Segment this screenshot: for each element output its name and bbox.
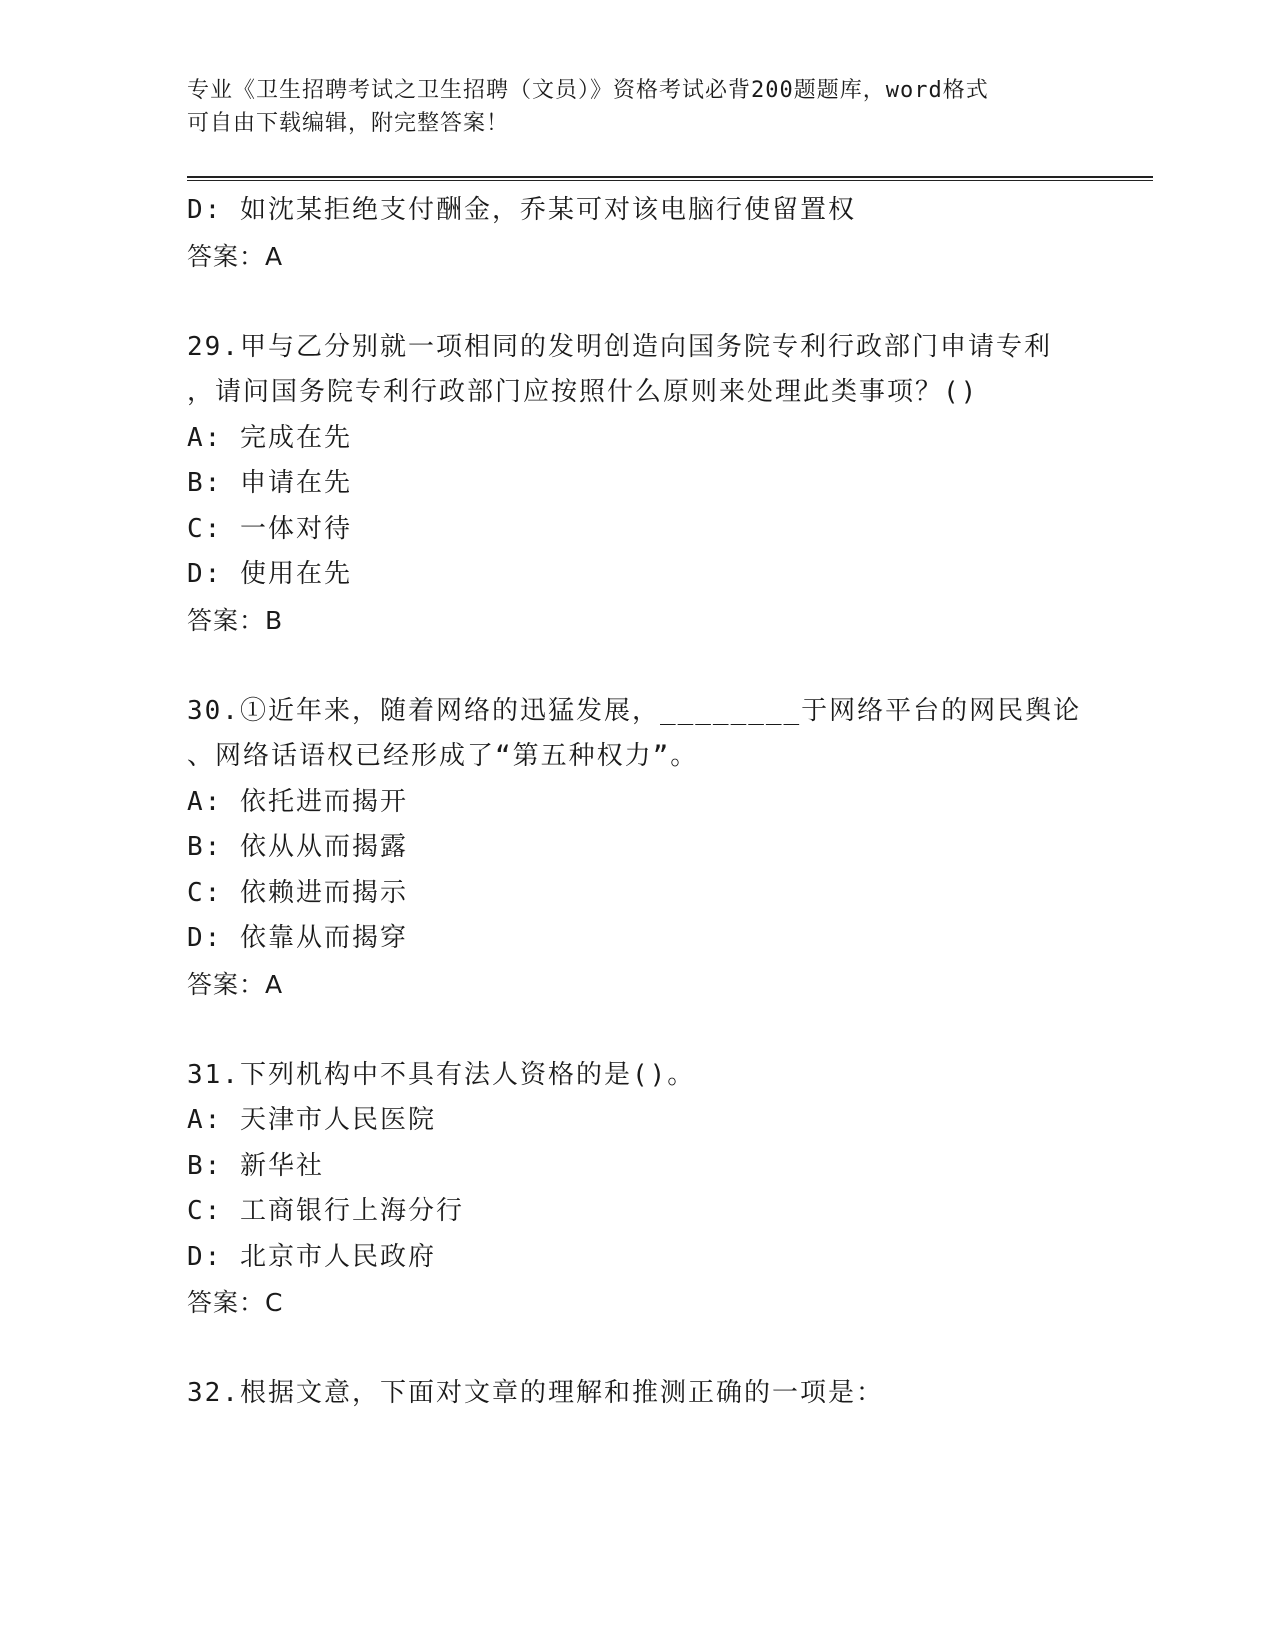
answer-line: 答案：B bbox=[187, 605, 284, 635]
question-text-cont: ，请问国务院专利行政部门应按照什么原则来处理此类事项？() bbox=[187, 377, 979, 407]
option-d: D: 北京市人民政府 bbox=[187, 1241, 436, 1272]
option-c: C: 工商银行上海分行 bbox=[187, 1196, 464, 1226]
question-list bbox=[187, 188, 1087, 1417]
answer-line: 答案：C bbox=[187, 1288, 284, 1317]
question-32 bbox=[187, 1371, 1087, 1417]
question-text: 31.下列机构中不具有法人资格的是()。 bbox=[187, 1059, 696, 1090]
option-a: A: 完成在先 bbox=[187, 422, 352, 453]
question-text: 30.①近年来，随着网络的迅猛发展，________于网络平台的网民舆论 bbox=[187, 695, 1082, 726]
header-line-1: 专业《卫生招聘考试之卫生招聘（文员）》资格考试必背200题题库，word格式 bbox=[187, 78, 989, 103]
question-31 bbox=[187, 1053, 1087, 1326]
question-text: 32.根据文意，下面对文章的理解和推测正确的一项是： bbox=[187, 1378, 884, 1408]
option-c: C: 一体对待 bbox=[187, 513, 352, 544]
option-d: D: 如沈某拒绝支付酬金，乔某可对该电脑行使留置权 bbox=[187, 195, 856, 225]
option-c: C: 依赖进而揭示 bbox=[187, 877, 408, 908]
question-text-cont: 、网络话语权已经形成了“第五种权力”。 bbox=[187, 741, 699, 771]
header-line-2: 可自由下载编辑，附完整答案！ bbox=[187, 111, 510, 136]
option-b: B: 依从从而揭露 bbox=[187, 832, 408, 862]
page-header bbox=[187, 74, 1067, 140]
option-a: A: 天津市人民医院 bbox=[187, 1105, 436, 1135]
question-text: 29.甲与乙分别就一项相同的发明创造向国务院专利行政部门申请专利 bbox=[187, 331, 1052, 362]
option-d: D: 使用在先 bbox=[187, 559, 352, 589]
header-divider bbox=[187, 176, 1153, 182]
option-d: D: 依靠从而揭穿 bbox=[187, 923, 408, 953]
option-a: A: 依托进而揭开 bbox=[187, 786, 408, 817]
question-30 bbox=[187, 689, 1087, 1008]
answer-line: 答案：A bbox=[187, 969, 284, 999]
question-29 bbox=[187, 325, 1087, 644]
option-b: B: 新华社 bbox=[187, 1150, 324, 1181]
option-b: B: 申请在先 bbox=[187, 468, 352, 498]
answer-line: 答案：A bbox=[187, 241, 284, 271]
